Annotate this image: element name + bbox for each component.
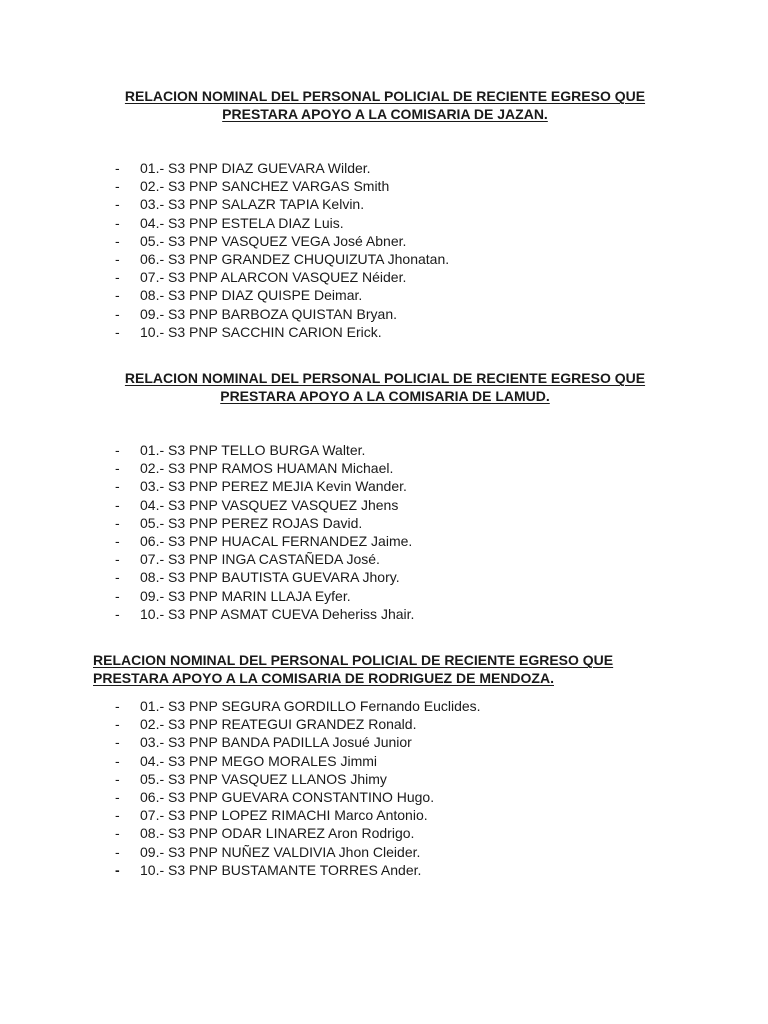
list-item [0,824,768,842]
list-item [0,268,768,286]
list-item [0,459,768,477]
list-item [0,250,768,268]
heading-line-1: RELACION NOMINAL DEL PERSONAL POLICIAL DE RECIENTE EGRESO QUE [93,652,614,668]
personnel-entry: 10.- S3 PNP SACCHIN CARION Erick. [140,323,382,340]
personnel-entry: 07.- S3 PNP INGA CASTAÑEDA José. [140,551,380,568]
heading-line-2: PRESTARA APOYO A LA COMISARIA DE LAMUD. [220,388,550,404]
bullet-dash: - [115,734,120,751]
personnel-entry: 09.- S3 PNP MARIN LLAJA Eyfer. [140,587,351,604]
personnel-entry: 06.- S3 PNP GRANDEZ CHUQUIZUTA Jhonatan. [140,250,450,267]
personnel-entry: 10.- S3 PNP BUSTAMANTE TORRES Ander. [140,861,422,878]
personnel-list [0,697,768,879]
bullet-dash: - [115,788,120,805]
list-item [0,843,768,861]
personnel-list [0,441,768,623]
bullet-dash: - [115,305,120,322]
list-item [0,806,768,824]
bullet-dash: - [115,587,120,604]
list-item [0,323,768,341]
list-item [0,788,768,806]
heading-line-1: RELACION NOMINAL DEL PERSONAL POLICIAL DE RECIENTE EGRESO QUE [124,88,646,104]
bullet-dash: - [115,532,120,549]
section-jazan [0,87,768,341]
list-item [0,286,768,304]
bullet-dash: - [115,807,120,824]
personnel-entry: 10.- S3 PNP ASMAT CUEVA Deheriss Jhair. [140,605,415,622]
section-heading [0,651,768,687]
list-item [0,697,768,715]
list-item [0,232,768,250]
bullet-dash: - [115,478,120,495]
section-heading [0,369,768,405]
bullet-dash: - [115,214,120,231]
personnel-entry: 03.- S3 PNP PEREZ MEJIA Kevin Wander. [140,478,407,495]
bullet-dash: - [115,843,120,860]
bullet-dash: - [115,442,120,458]
list-item [0,568,768,586]
bullet-dash: - [115,551,120,568]
list-item [0,477,768,495]
section-rodriguez-de-mendoza [0,651,768,879]
list-item [0,159,768,177]
bullet-dash: - [115,770,120,787]
personnel-entry: 04.- S3 PNP MEGO MORALES Jimmi [140,752,378,769]
personnel-entry: 01.- S3 PNP DIAZ GUEVARA Wilder. [140,160,371,176]
personnel-entry: 09.- S3 PNP NUÑEZ VALDIVIA Jhon Cleider. [140,843,421,860]
bullet-dash: - [115,569,120,586]
list-item [0,195,768,213]
list-item [0,752,768,770]
personnel-entry: 04.- S3 PNP VASQUEZ VASQUEZ Jhens [140,496,399,513]
list-item [0,770,768,788]
personnel-entry: 06.- S3 PNP HUACAL FERNANDEZ Jaime. [140,532,413,549]
bullet-dash: - [115,323,120,340]
personnel-entry: 08.- S3 PNP DIAZ QUISPE Deimar. [140,287,363,304]
personnel-list [0,159,768,341]
bullet-dash: - [115,752,120,769]
personnel-entry: 01.- S3 PNP SEGURA GORDILLO Fernando Euclides. [140,698,481,714]
list-item [0,605,768,623]
personnel-entry: 05.- S3 PNP PEREZ ROJAS David. [140,514,363,531]
bullet-dash: - [115,716,120,733]
bullet-dash: - [115,250,120,267]
section-heading [0,87,768,123]
personnel-entry: 04.- S3 PNP ESTELA DIAZ Luis. [140,214,344,231]
personnel-entry: 01.- S3 PNP TELLO BURGA Walter. [140,442,366,458]
personnel-entry: 03.- S3 PNP BANDA PADILLA Josué Junior [140,734,412,751]
personnel-entry: 08.- S3 PNP BAUTISTA GUEVARA Jhory. [140,569,400,586]
bullet-dash: - [115,178,120,195]
heading-line-2: PRESTARA APOYO A LA COMISARIA DE RODRIGUEZ DE MENDOZA. [93,670,554,686]
bullet-dash: - [115,514,120,531]
personnel-entry: 02.- S3 PNP RAMOS HUAMAN Michael. [140,460,394,477]
heading-line-2: PRESTARA APOYO A LA COMISARIA DE JAZAN. [222,106,548,122]
list-item [0,550,768,568]
bullet-dash: - [115,825,120,842]
list-item [0,733,768,751]
personnel-entry: 07.- S3 PNP LOPEZ RIMACHI Marco Antonio. [140,807,428,824]
list-item [0,305,768,323]
bullet-dash: - [115,269,120,286]
bullet-dash: - [115,287,120,304]
list-item [0,177,768,195]
personnel-entry: 05.- S3 PNP VASQUEZ VEGA José Abner. [140,232,407,249]
list-item [0,532,768,550]
bullet-dash: - [115,605,120,622]
bullet-dash: - [115,160,120,176]
list-item [0,441,768,459]
personnel-entry: 07.- S3 PNP ALARCON VASQUEZ Néider. [140,269,407,286]
bullet-dash: - [115,196,120,213]
bullet-dash: - [115,861,120,878]
personnel-entry: 05.- S3 PNP VASQUEZ LLANOS Jhimy [140,770,387,787]
list-item [0,214,768,232]
section-lamud [0,369,768,623]
list-item [0,715,768,733]
heading-line-1: RELACION NOMINAL DEL PERSONAL POLICIAL DE RECIENTE EGRESO QUE [124,370,646,386]
bullet-dash: - [115,496,120,513]
personnel-entry: 02.- S3 PNP REATEGUI GRANDEZ Ronald. [140,716,417,733]
list-item [0,861,768,879]
list-item [0,514,768,532]
personnel-entry: 03.- S3 PNP SALAZR TAPIA Kelvin. [140,196,365,213]
bullet-dash: - [115,232,120,249]
personnel-entry: 02.- S3 PNP SANCHEZ VARGAS Smith [140,178,390,195]
list-item [0,587,768,605]
personnel-entry: 06.- S3 PNP GUEVARA CONSTANTINO Hugo. [140,788,435,805]
personnel-entry: 08.- S3 PNP ODAR LINAREZ Aron Rodrigo. [140,825,415,842]
personnel-entry: 09.- S3 PNP BARBOZA QUISTAN Bryan. [140,305,398,322]
bullet-dash: - [115,460,120,477]
bullet-dash: - [115,698,120,714]
list-item [0,496,768,514]
